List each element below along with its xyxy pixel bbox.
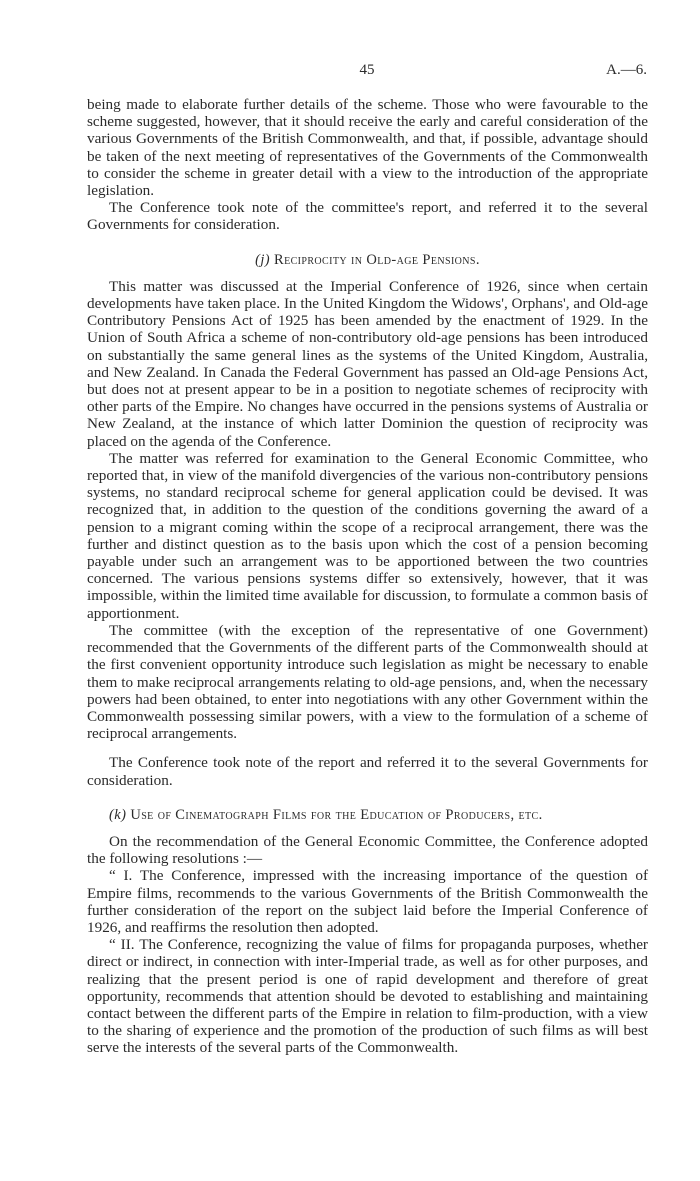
section-label-k: (k)	[109, 806, 127, 823]
paragraph-committee-examination: The matter was referred for examination to the General Economic Committee, who reported that, in view of the manifold divergencies of the various non-contributory pensions systems, no standard reciprocal scheme for general application could be devised. It was recognized that, in addition to the question of the conditions governing the award of a pension to a migrant coming within the scope of a reciprocal arrangement, there was the further and distinct question as to the basis upon which the cost of a pension becoming payable under such an arrangement was to be apportioned between the two countries concerned. The various pensions systems differ so extensively, however, that it was impossible, within the limited time available for discussion, to formulate a common basis of apportionment.	[87, 449, 648, 622]
paragraph-committee-recommendation: The committee (with the exception of the representative of one Government) recommended that the Governments of the different parts of the Commonwealth should at the first convenient opportunity introduce such legislation as might be necessary to enable them to make reciprocal arrangements relating to old-age pensions, and, when the necessary powers had been obtained, to enter into negotiations with any other Government within the Commonwealth possessing similar powers, with a view to the formulation of a scheme of reciprocal arrangements.	[87, 621, 648, 743]
paragraph-resolutions-intro: On the recommendation of the General Economic Committee, the Conference adopted the following resolutions :—	[87, 832, 648, 868]
section-heading-j	[87, 252, 648, 269]
page-header	[87, 62, 647, 82]
section-heading-k	[87, 807, 648, 824]
resolution-two: “ II. The Conference, recognizing the value of films for propaganda purposes, whether direct or indirect, in connection with inter-Imperial trade, as well as for other purposes, and realizing that the present period is one of rapid development and therefore of great opportunity, recommends that attention should be devoted to establishing and maintaining contact between the different parts of the Empire in relation to film-production, with a view to the sharing of experience and the promotion of the production of such films as will best serve the interests of the several parts of the Commonwealth.	[87, 936, 648, 1057]
resolution-one: “ I. The Conference, impressed with the increasing importance of the question of Empire films, recommends to the various Governments of the British Commonwealth the further consideration of the report on the subject laid before the Imperial Conference of 1926, and reaffirms the resolution then adopted.	[87, 867, 648, 936]
section-title-j: Reciprocity in Old-age Pensions.	[274, 251, 480, 268]
paragraph-pensions-intro: This matter was discussed at the Imperial Conference of 1926, since when certain developments have taken place. In the United Kingdom the Widows', Orphans', and Old-age Contributory Pensions Act of 1925 has been amended by the enactment of 1929. In the Union of South Africa a scheme of non-contributory old-age pensions has been introduced on substantially the same general lines as the systems of the United Kingdom, Australia, and New Zealand. In Canada the Federal Government has passed an Old-age Pensions Act, but does not at present appear to be in a position to negotiate schemes of reciprocity with other parts of the Empire. No changes have occurred in the pensions systems of Australia or New Zealand, at the instance of which latter Dominion the question of reciprocity was placed on the agenda of the Conference.	[87, 277, 648, 450]
section-title-k: Use of Cinematograph Films for the Education of Producers, etc.	[130, 806, 543, 823]
document-reference: A.—6.	[606, 62, 647, 78]
document-body	[87, 96, 648, 1057]
paragraph-conference-note-pensions: The Conference took note of the report and referred it to the several Governments for consideration.	[87, 754, 648, 789]
paragraph-continuation: being made to elaborate further details of the scheme. Those who were favourable to the scheme suggested, however, that it should receive the early and careful consideration of the various Governments of the British Commonwealth, and that, if possible, advantage should be taken of the next meeting of representatives of the Governments of the Commonwealth to consider the scheme in greater detail with a view to the introduction of the appropriate legislation.	[87, 96, 648, 200]
page-number: 45	[359, 62, 375, 78]
section-label-j: (j)	[255, 251, 270, 268]
paragraph-conference-note: The Conference took note of the committee's report, and referred it to the several Governments for consideration.	[87, 199, 648, 234]
